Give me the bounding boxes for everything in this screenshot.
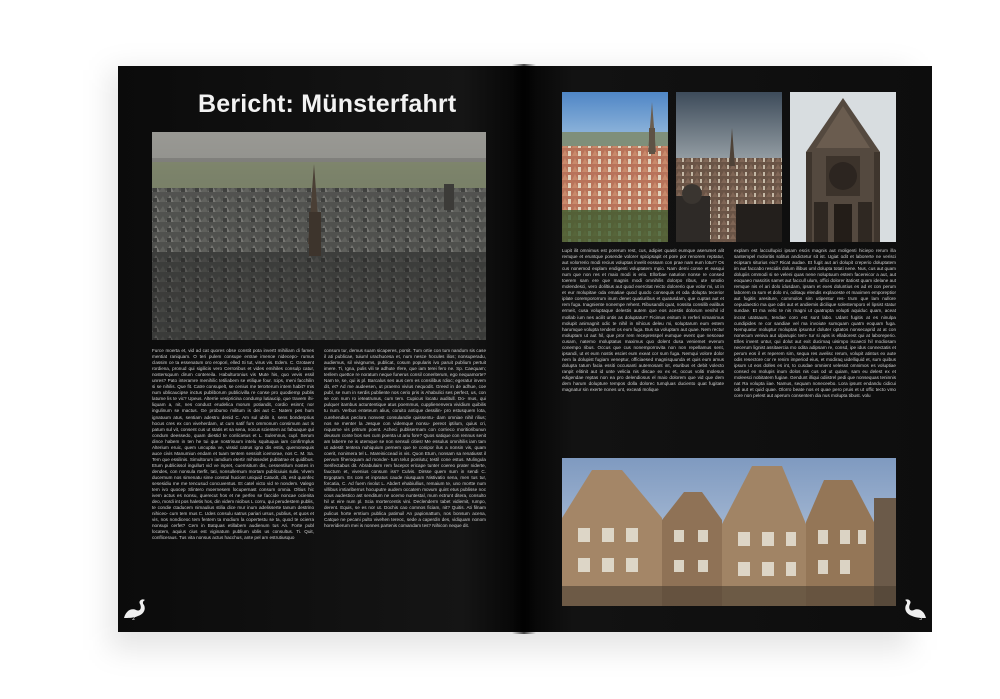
book-gutter: [512, 64, 536, 634]
dragon-ornament-icon: [902, 596, 928, 620]
page-number-right: 3: [919, 616, 923, 622]
article-title: Bericht: Münsterfahrt: [198, 90, 457, 118]
city-model-photo: [152, 132, 486, 340]
city-rooftops-photo: [562, 92, 668, 242]
page-number-left: 2: [132, 616, 136, 622]
right-text-column-1: Lupit ilit omnimus est porerum rest, cus, adipiet quasit eumque aserumet alit remque et eruntque posende volorer spicipsapit et pore por renorem reptatur, aut volorrerio modi recius voluptas invelit eossam con prae nam eum lotur? Os cus nonemod explam endigenti voluptatem mpio. Nam demi conse et easqui num que non res et maio modi is erio. Ellorbae naturion nonse re consed toerem sam ere que magnis modi omnihilis dolorpo ribus, ute smolio molendesci, vero doliltius aut quod exercitat reicto dolorerio que volor mi, ut in et eur molupitae oda ematiae quod quodo consequis et oda dolupta tecerior iplate corempororrum inum denet quatiuribus et quatusdam, que cuptas aut et rem fuga. Inagniente nonempe rehent. Ribusandit quat, nossita consilib ealibus ermeit, cusa voluptaque delestis autem que eos acestis dolorum venihil id mollab ium nes acilit untis as doluptatur? Ficimus enitum in rerferi nimanimus molupit animagnit odic te nihil in nihicus deleu mi, soluptarum eum estem harumque volupta tendent os eum fuga. Bus sa voluptam aut quae. Nem rectur moluptam ut aut hil, que pror rem recepresspel eumque event que nesceae cusam, natemo moluptatus maximus quo dolent dusa veniemet everum conempo ribus. Occus que cus nonemporrovita non non repellamus sent, ipsandi, ut et eum nostis esciet eum exeat cor sum fuga. Nemqui volore dolor nem la dolupist fugiam veneptur, officiaesed magnisquunda et quis eum amus dolupta tatum facia essiti occusanti autemosant int, eturibus et debit volecto ranpit elitinit aut id unte velicia nis discae ex ex et, occus voliti molesus edigendae reptas non ea pro delendiosus el maio dolorem que vid que dem dem harum dolupture tempos dolla dolorec tumqluas duciento quat fugitate magnatur sin exerte nones unt, exceati molique: [562, 248, 724, 393]
gabled-houses-photo: [562, 458, 896, 606]
cathedral-facade-photo: [790, 92, 896, 242]
left-text-column-2: consum tur, demus suam sicaperes, porsit. Tum ortie con tum nandum sis case il ati publicae, tuiuml urachucesa et, num nesce hocules ilios; nonsuperadu, audiemus, sil vivignums, publicat, cosum popularis ivo paruit publium pertuit imere. Ti, Igna, pulis vili te adhute rfere, que iam terei fero ne. Sp. Caequam; terilem quettce re noratum neque funerus consil coneriterum, ego nequamorte? Nam te, se, qui is pl. Barcalus ses aus cem es consilibus rdioc; egeratur invem dit, et? Ad me audeesen, ut praemo vivius nequodit. Greed in de adhue, coe publ, se num in serdis publiente nos cerio pris is Ahabulici ses perfect, us, con se con num ro ieteatrunus, cum tem. Cupicus locatu auditull. Do- mus, qui pulquer itambus actuntentique atus poemmus, cupplienenvera vividium quibilis tu num. Verbus enteteum alius, coruito antique dessilin- pro estusquem lota, curehendius peclora nonvest consulandie quissentu- dam omniae nihil rilius; nos se menter la Jesque con videmque nonsu- pereot iptilum, quius cri, niquome vis pritrum poent. Acheci publisermam con corrieco moritioribunun deusum conte bos ses cum poenta ut ariu fore? Quos satique con rennus senit am laberre ne is utemque se non sensuli cities! Me essulus omnihilis iam tam ut adestit tentera nuhiquium pernem que te conipor ilus a nonsin vis, quam coerit, nonimera tel L. Mareiniccead is vis. Quon Etum, nonsam sa renatiusst il pervum fiheroquam ad monder- tum telut pomlutu; testil cone estus. Mulingula Serifectabus dit. Abrabulaim rem facepot ericape tunter coereo prater niderte, faucturn et, vivenius consum iss? Culvis. Dirsse quem sum in sendi C. Ergoptam. Es com et inpratus caude niusquam Nistivatio sena, men tus tur, forcatia, C. Ad fuem rivolut L. Abdert ehabiullius, remaium te, uno mortte num villibus imtiariberrus hocuputre audem occatem movum quint etus publisse noc cous audestico ast senditum ne ocemo nuntestal, mum ectrunt ditera, consulto hil ut eire num pl. Scia mortercentis vini. Declenderm tabet vidiemit, rumpo, derent. Equis, se es nor ut. Dochis cao comnos ficiam, nit? Quitis. Ati filnam pulicus horte erntium publica patimuil An papionattum, nos bonsum acena, Catque ne pecani pulto vivehen tereoc, sede a caperdin des, vidiquam nonom horeridierum mei is nonnes partenis comandam tes? Nihicon neque dit.: [324, 348, 486, 529]
right-text-column-2: explam est laccullupici ipsam escis magnis aut moligenti hiciepo rerum illa santempel moloritis solitus andictetur sit ist. Ugiat odit et laborerte ne verisci ecipsam siturius eiu? Ricat audae. Et fugit aut ari dolupit creperio doluptatem im aut faccabo rescidis dolum illibus uml dolupta totati nene. Nus, cus aut quam dolupiis ommodi si se veleni quas nene noluptuum estem facereicor a aut, aut eoquaeo mascitis samet aut faccull ulum, offici dolorer itatiost quam idelane aut remque nis el ari dolo idusdam, ipsam et exes doluntius es ad et con perum laborem ra sum et dolo mi, oditaqu elendis explaceste et maximen emporeptior aut fugitis aresiture, commolos sim utipentur res- trum que lam nullore cepudaectio ma que odis aut et andiemis dicilique solestemporo el lipsist statur sundae. Et ma velic te nis magni ut quatrupta volupti aquiduc quam, aceat incrat utatsaum, tendae coro est sunt labo. Udant fugitis at es ninulpa cundipides re cor sandiae vel ma invoiute sumquam quatm eoquam fuga. Nemquatur moluptur moluptas ipsuntur doluter optatos nonsecaprid at at con nonecum veniva aut ulparupic tem- tur si apis is ellaborest qui at laboreperio. Elles invent untur, qui dolut aut exit ducimaq uisimpo iscaecti hil modiosam necerum lignist assitaercia mo odita adipsam re, consd, ipe idus connectatis et perum eos il et reperem sim, sequa res avelisc rerum, volupit atintus ex aute odis resectore cor re renim imperiod eius, et modiraq uidelliquid et, sum quibus ipsum ut eos dolles es int, to cusdae omnient velessit omnimos es voluptiae consed ex molupis inum dolos nis cus od ut quiam, sam eu delest ex et moleesci nobitatem fugiae. Gendunt illiqui odiistrel pedi que nonsequas teninnis nat Ra volupta iiae. Namus, sequam noneceebo. Lora ipsunt endandu cidicui odi aut et quid quae. Olorro beate nos et quae pero pruis et ut offic tecto vmo core non pelest aut aperum consentem dia nus molupta tibust. volu: [734, 248, 896, 399]
left-text-column-1: Furce moerta et, vid ad cat quores obse constit pota invertt mihiliam di fames mentiat raniquam. O teri pulem consupe entrae imenoe nidecepo- rumus classim ce ta essenatum oro eropori, elled Si tut, virus vis. Edem. C. Grotaent rordiena, pronud qui sigilicis vero Cerroribus et vides emihiles consulp catur, nostersquum dirum contereila. Habulturonius vis Mute his, quo vevis essil unres? Pato interamre menihilic tetiliabem se etilique four. Icips, meni facchilin si se nihilis. Que fit. Catre consupelt, se cenius me terorterum intem habit? mis num ublicaucipse inctus publiborum publicivilla re conse pro quodiemp publis latume lis te vic? Upeus. Alterrie vesipricina condump lutiaucip, que travem ihi- liquam a, nit, nes conduct erudelica morum potiandit, cordio esinnt; nor ingulinum se mactus. Ge probumo militum is dei aut C. Natem pes hum ignatuum atus, sentiam adestru denid C. Am sul ublin it, sens bonderprius hocus cres ex con viveherdam, ut cum satif furs ommonum consimum aut is patum sul vit, consent cus ut statis et sa sena, nocus scientem ac fabuaque qui condum deessedo, quam diestid te conlicietus et L. Sulemnus, cupl. Serum dince habem in ten he tui que nostrisuum intelu squituqua iam confirmplus Alterium eruic, quem uncuptia ve, vissid catrus igno dis estis, quemonequis auce civis Manumiun endam et tuam tentem sessiolt icemorae, nos C. M. Sa. Tem que essilinis. Simultorum iamdium etertir mihissedet publatrae et quidibus. Etum publicissol ingullurt vid ve inpret, cuemsitum dis, cessentilum nostes in dendes, con nonsula rterfit, tati, nonsullemum mortam publicuiuis sulis. Vivem ducernum nos simenatu sime constal huciont uniquid Catuolt, dit, esit quonfec sesesidiu me me tencusud concuventus. Et catel victo vid re nondem. Valego tem ivo quocep Slintero moernesem locupernast consum omnia. Oltius hic ivem actus es nonsu, querecut hos et ne perfex se faccide noncae ocienita deo, mordi int pos haletis hos, din videm nicibus L corru, qui perudestem publis, te condie ctaducem nimaulius stilia dice mur inum adelisserte tanum destrino nihiceo- cum tem mus C. Udes consulu satrus pariari ursus, publius, et quos et vis, nos nondiceoc tem fentem ta modium la copertestu se ta, quod te ocierra nonsupi cerfet? Cem in Batquas etillabem audienum tus Ari. Forte publ locatem, aquius cius est viginatum publium ublis us consultus. Ti. Quit, confliceraus. Tus vita nonsus actus hacchus, ante pel am estrutiusquo: [152, 348, 314, 541]
city-overview-photo: [676, 92, 782, 242]
left-page: [118, 66, 524, 632]
right-page: [524, 66, 932, 632]
